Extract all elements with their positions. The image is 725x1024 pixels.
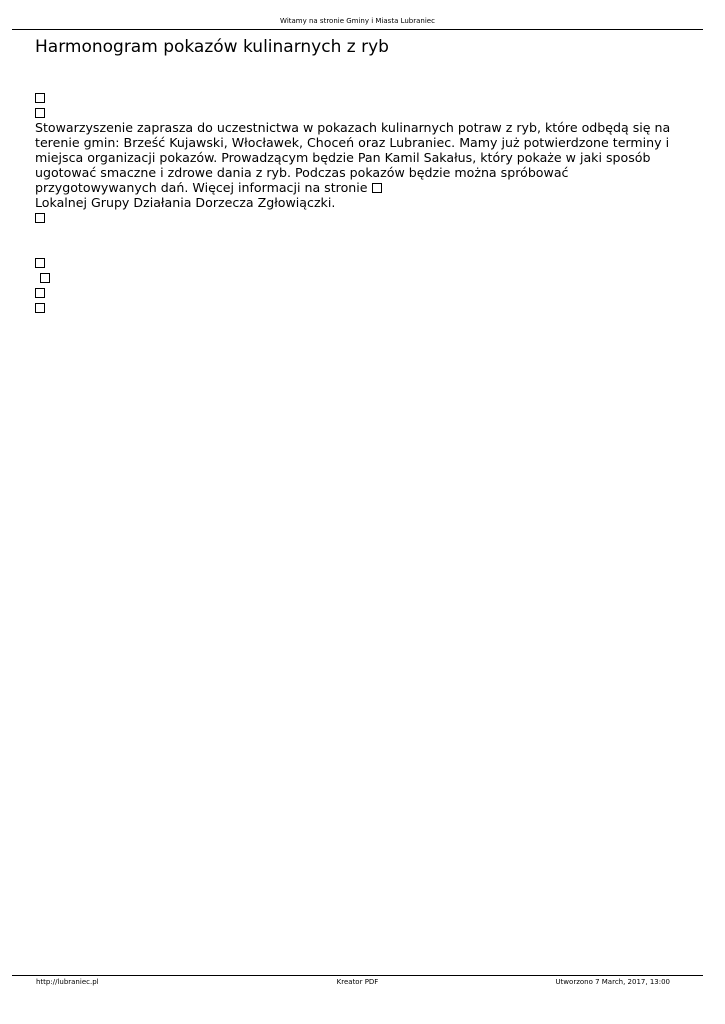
footer-generator: Kreator PDF [336, 978, 379, 986]
missing-glyph-line [35, 90, 685, 105]
spacer [35, 225, 685, 255]
page-title: Harmonogram pokazów kulinarnych z ryb [35, 37, 389, 57]
site-header-text: Witamy na stronie Gminy i Miasta Lubraniec [280, 17, 435, 25]
missing-glyph-line [35, 285, 685, 300]
missing-glyph-line [35, 210, 685, 225]
article-content [35, 90, 685, 315]
missing-glyph-line [35, 105, 685, 120]
article-paragraph [35, 120, 685, 195]
lgd-link[interactable]: Lokalnej Grupy Działania Dorzecza Zgłowiączki. [35, 195, 336, 210]
page-header [12, 16, 703, 30]
missing-glyph-icon [35, 303, 45, 313]
missing-glyph-line [35, 300, 685, 315]
missing-glyph-icon [35, 288, 45, 298]
missing-glyph-line [35, 255, 685, 270]
missing-glyph-line [35, 270, 685, 285]
missing-glyph-icon [35, 93, 45, 103]
missing-glyph-icon [35, 213, 45, 223]
article-paragraph-text: Stowarzyszenie zaprasza do uczestnictwa w pokazach kulinarnych potraw z ryb, które odbędą się na terenie gmin: Brześć Kujawski, Włocławek, Choceń oraz Lubraniec. Mamy już potwierdzone terminy i miejsca organizacji pokazów. Prowadzącym będzie Pan Kamil Sakałus, który pokaże w jaki sposób ugotować smaczne i zdrowe dania z ryb. Podczas pokazów będzie można spróbować przygotowywanych dań. Więcej informacji na stronie [35, 120, 671, 195]
missing-glyph-icon [372, 183, 382, 193]
page-footer [12, 975, 703, 988]
missing-glyph-icon [35, 108, 45, 118]
missing-glyph-icon [40, 273, 50, 283]
footer-created-date: Utworzono 7 March, 2017, 13:00 [555, 978, 670, 986]
missing-glyph-icon [35, 258, 45, 268]
footer-url[interactable]: http://lubraniec.pl [36, 978, 99, 986]
